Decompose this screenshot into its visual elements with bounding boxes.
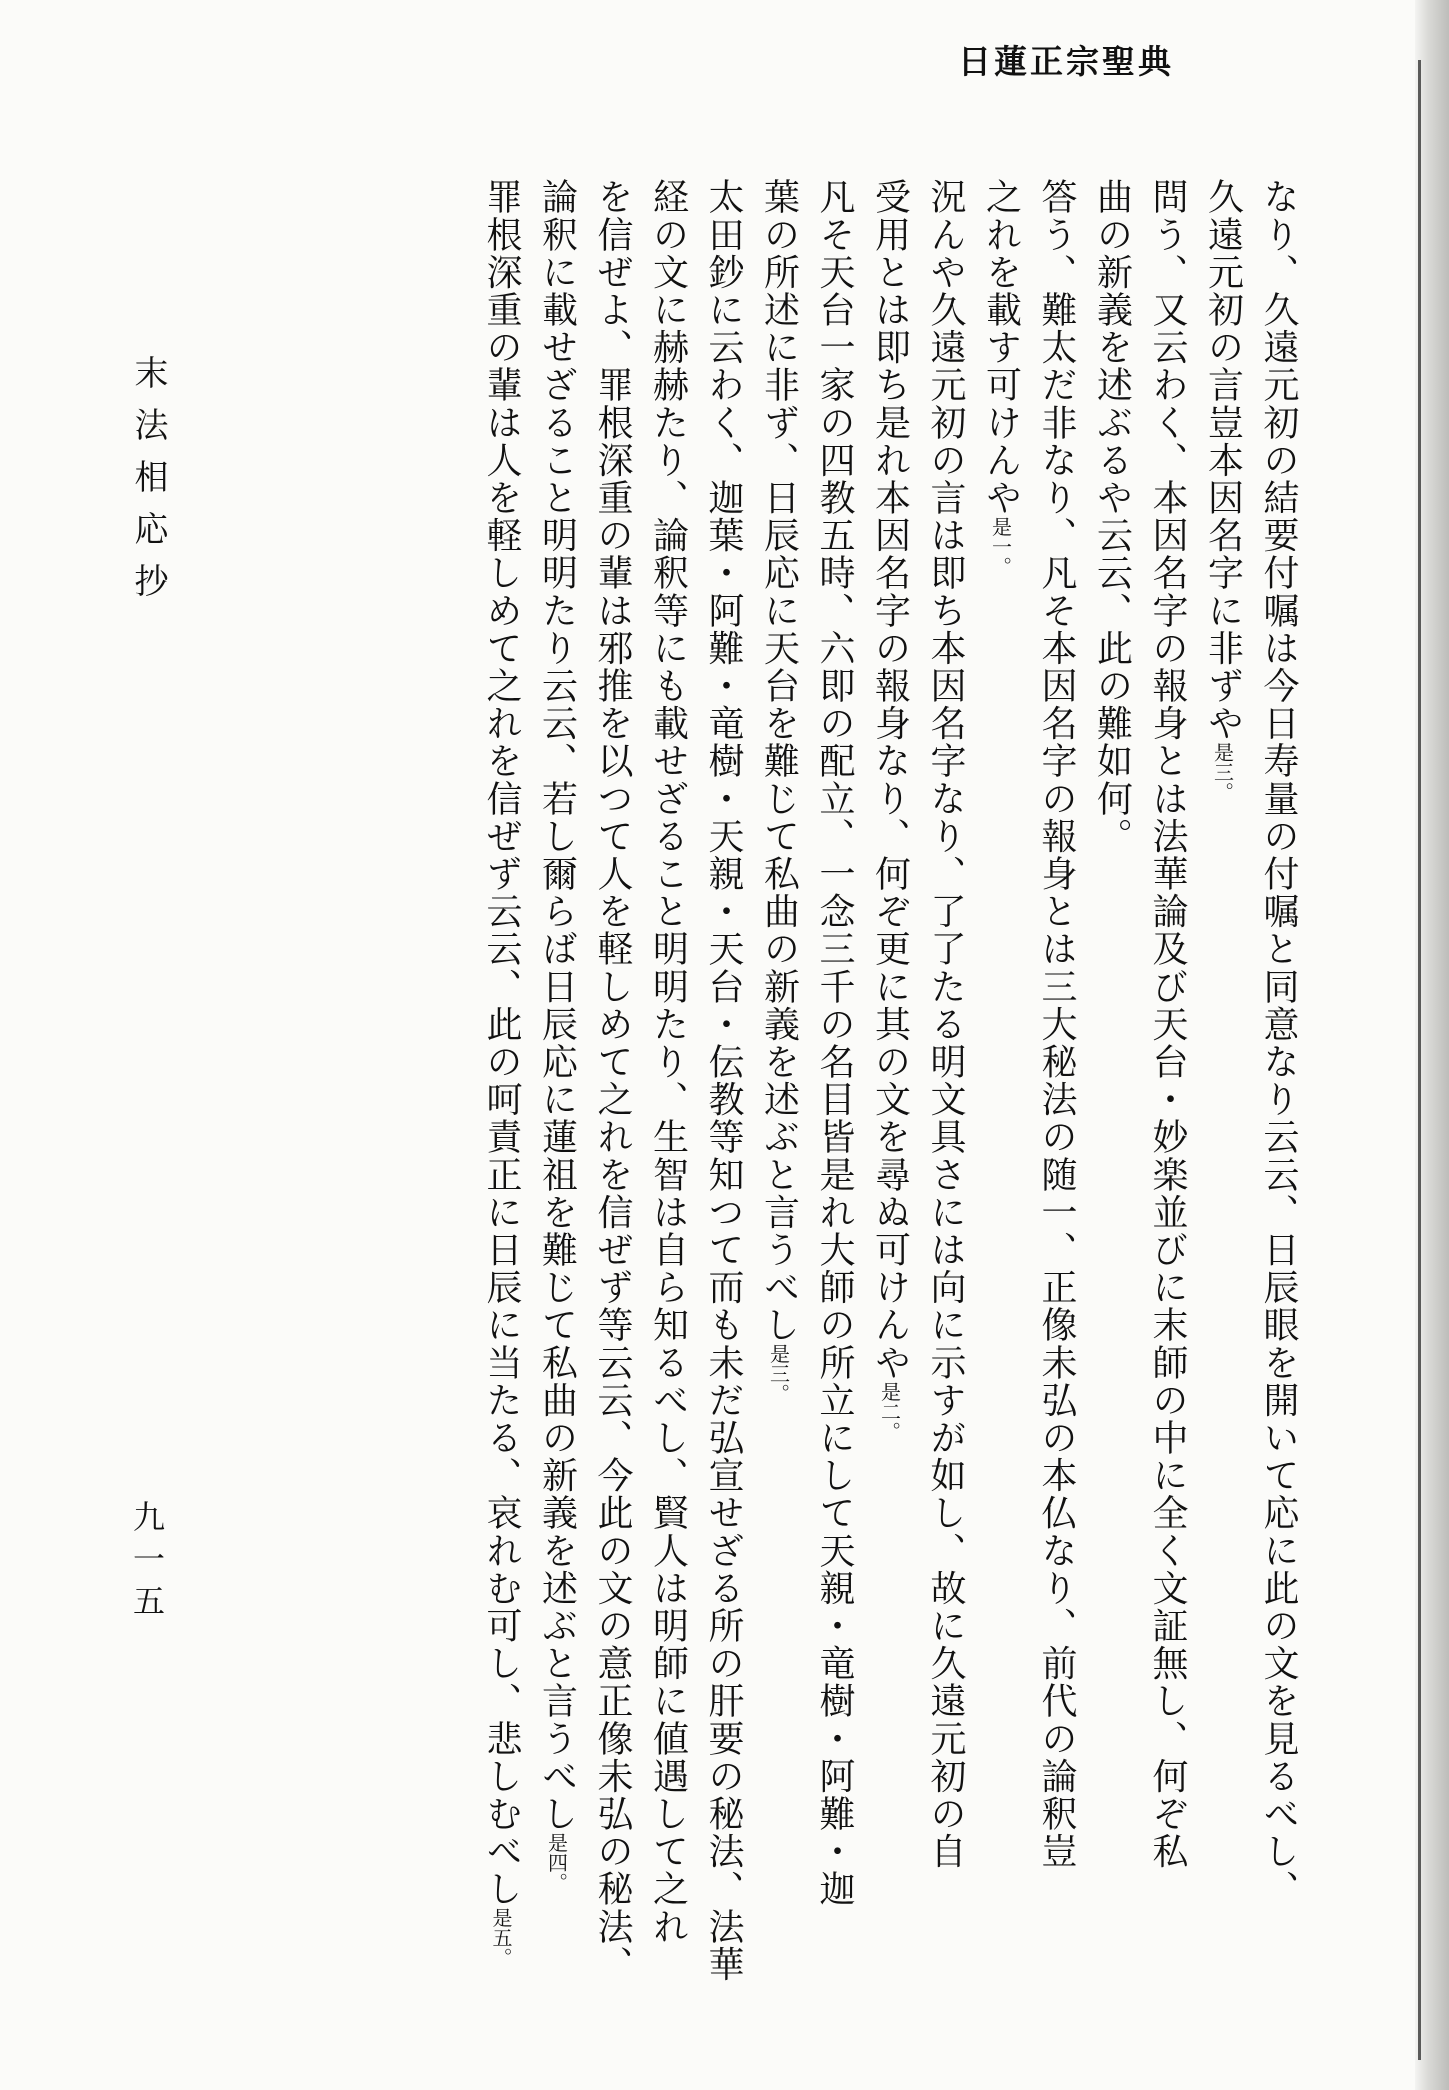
text-column: [478, 178, 524, 1968]
text-column: [756, 178, 802, 1404]
column-text: 葉の所述に非ず、日辰応に天台を難じて私曲の新義を述ぶと言うべし: [758, 178, 800, 1344]
column-text: 論釈に載せざること明明たり云云、若し爾らば日辰応に蓮祖を難じて私曲の新義を述ぶと言うべし: [536, 178, 578, 1833]
column-text: 罪根深重の輩は人を軽しめて之れを信ぜず云云、此の呵責正に日辰に当たる、哀れむ可し、悲しむべし: [481, 178, 522, 1908]
column-text: 経の文に赫赫たり、論釈等にも載せざること明明たり、生智は自ら知るべし、賢人は明師に値遇して之れ: [647, 178, 689, 1946]
page-edge-line: [1418, 60, 1421, 2060]
text-column: [589, 178, 635, 1983]
column-annotation: 是一。: [988, 516, 1013, 577]
page-number: 九一五: [128, 1500, 166, 1626]
column-annotation: 是四。: [544, 1832, 569, 1893]
column-text: 受用とは即ち是れ本因名字の報身なり、何ぞ更に其の文を尋ぬ可けんや: [869, 178, 911, 1382]
text-column: [922, 178, 968, 1870]
running-header-title: 日蓮正宗聖典: [958, 42, 1174, 81]
text-column: [1089, 178, 1135, 855]
text-column: [1144, 178, 1190, 1870]
text-column: [700, 178, 746, 1983]
column-text: 答う、難太だ非なり、凡そ本因名字の報身とは三大秘法の随一、正像未弘の本仏なり、前代の論釈豈: [1036, 178, 1077, 1870]
text-column: [867, 178, 913, 1441]
text-column: [811, 178, 857, 1908]
running-footer-section-title: 末法相応抄: [128, 355, 168, 615]
text-column: [534, 178, 580, 1892]
column-text: 久遠元初の言豈本因名字に非ずや: [1202, 178, 1244, 742]
column-annotation: 是五。: [489, 1907, 513, 1968]
column-text: 問う、又云わく、本因名字の報身とは法華論及び天台・妙楽並びに末師の中に全く文証無し、何ぞ私: [1147, 178, 1188, 1870]
column-annotation: 是二。: [877, 1381, 902, 1442]
column-text: 況んや久遠元初の言は即ち本因名字なり、了了たる明文具さには向に示すが如し、故に久遠元初の自: [925, 178, 966, 1870]
text-column: [645, 178, 691, 1945]
text-column: [1033, 178, 1079, 1870]
column-annotation: 是三。: [1210, 742, 1235, 802]
text-column: [978, 178, 1024, 576]
column-text: なり、久遠元初の結要付嘱は今日寿量の付嘱と同意なり云云、日辰眼を開いて応に此の文を見るべし、: [1258, 178, 1299, 1908]
column-text: 太田鈔に云わく、迦葉・阿難・竜樹・天親・天台・伝教等知つて而も未だ弘宣せざる所の肝要の秘法、法華: [703, 178, 744, 1983]
text-column: [1255, 178, 1301, 1908]
column-text: 曲の新義を述ぶるや云云、此の難如何。: [1091, 178, 1133, 855]
column-text: 凡そ天台一家の四教五時、六即の配立、一念三千の名目皆是れ大師の所立にして天親・竜樹・阿難・迦: [814, 178, 855, 1908]
column-annotation: 是三。: [766, 1343, 791, 1404]
column-text: を信ぜよ、罪根深重の輩は邪推を以つて人を軽しめて之れを信ぜず等云云、今此の文の意正像未弘の秘法、: [592, 178, 633, 1983]
column-text: 之れを載す可けんや: [980, 178, 1022, 517]
text-column: [1200, 178, 1246, 802]
